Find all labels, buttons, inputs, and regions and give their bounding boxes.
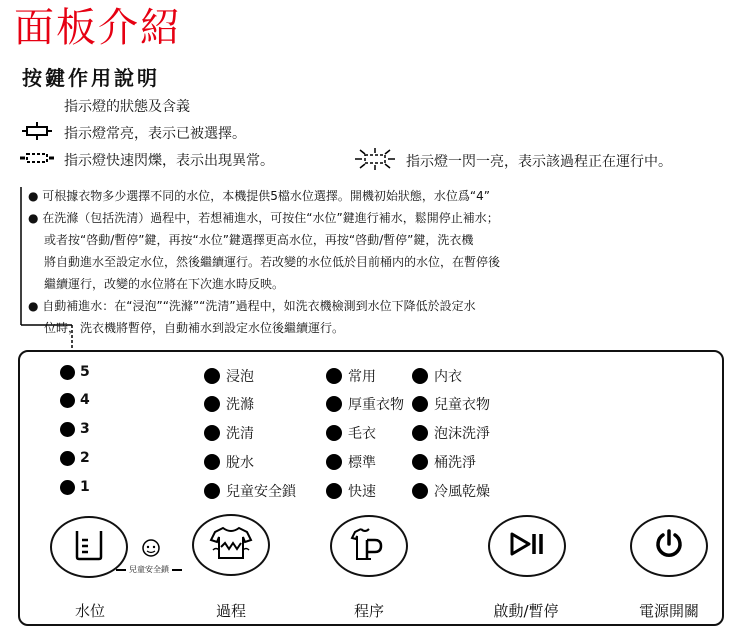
child-lock-label: 兒童安全鎖 — [129, 565, 169, 574]
legend-steady — [18, 122, 246, 145]
indicator-dot — [326, 368, 342, 384]
indicator-dot — [412, 396, 428, 412]
indicator-dot — [326, 396, 342, 412]
indicator-dot — [412, 483, 428, 499]
process-spin: 脫水 — [204, 452, 254, 472]
legend-slow-blink-text: 指示燈一閃一亮，表示該過程正在運行中。 — [406, 153, 672, 170]
program-button[interactable] — [330, 515, 408, 577]
indicator-dot — [204, 425, 220, 441]
water-level-2: 2 — [60, 450, 90, 466]
control-panel — [18, 350, 724, 626]
program-tub-clean: 桶洗淨 — [412, 452, 476, 472]
legend-slow-blink — [352, 147, 672, 176]
child-lock-icon — [140, 538, 162, 562]
process-button[interactable] — [192, 514, 270, 576]
indicator-dot — [326, 454, 342, 470]
indicator-dot — [326, 483, 342, 499]
program-button-label: 程序 — [353, 602, 384, 620]
power-icon — [653, 528, 685, 564]
process-wash: 洗滌 — [204, 394, 254, 414]
program-quick: 快速 — [326, 481, 376, 501]
divider — [172, 569, 182, 571]
page-title: 面板介紹 — [14, 5, 182, 51]
start-pause-button[interactable] — [488, 515, 566, 577]
indicator-dot — [412, 454, 428, 470]
notes-box — [20, 183, 720, 343]
indicator-dot — [326, 425, 342, 441]
note-line: 繼續運行，改變的水位將在下次進水時反映。 — [44, 277, 285, 291]
program-underwear: 内衣 — [412, 366, 462, 386]
process-button-label: 過程 — [215, 602, 246, 620]
water-level-icon — [72, 528, 106, 566]
process-rinse: 洗清 — [204, 423, 254, 443]
note-line: 或者按“啓動/暫停”鍵，再按“水位”鍵選擇更高水位，再按“啓動/暫停”鍵，洗衣機 — [44, 233, 474, 247]
water-level-1: 1 — [60, 479, 90, 495]
fast-blink-icon — [18, 149, 64, 172]
indicator-dot — [204, 368, 220, 384]
indicator-dot — [204, 454, 220, 470]
water-level-5: 5 — [60, 364, 90, 380]
process-soak: 浸泡 — [204, 366, 254, 386]
child-lock-indicator — [116, 564, 182, 575]
indicator-dot — [60, 365, 75, 380]
program-heavy: 厚重衣物 — [326, 394, 404, 414]
section-subtitle: 按鍵作用說明 — [22, 66, 160, 90]
start-pause-button-label: 啟動/暫停 — [493, 602, 559, 620]
process-child-lock: 兒童安全鎖 — [204, 481, 296, 501]
indicator-dot — [60, 393, 75, 408]
slow-blink-icon — [352, 147, 406, 176]
states-heading: 指示燈的狀態及含義 — [64, 99, 190, 115]
note-line: 位時，洗衣機將暫停，自動補水到設定水位後繼續運行。 — [44, 321, 345, 335]
note-line: ● 在洗滌（包括洗清）過程中，若想補進水，可按住“水位”鍵進行補水，鬆開停止補水； — [28, 211, 499, 225]
program-standard: 標準 — [326, 452, 376, 472]
power-button-label: 電源開關 — [638, 602, 699, 620]
note-line: ● 自動補進水：在“浸泡”“洗滌”“洗清”過程中，如洗衣機檢測到水位下降低於設定水 — [28, 299, 476, 313]
power-button[interactable] — [630, 515, 708, 577]
legend-steady-text: 指示燈常亮，表示已被選擇。 — [64, 125, 246, 142]
indicator-dot — [60, 480, 75, 495]
indicator-dot — [412, 368, 428, 384]
indicator-dot — [204, 483, 220, 499]
play-pause-icon — [509, 532, 545, 560]
program-kids: 兒童衣物 — [412, 394, 490, 414]
water-level-4: 4 — [60, 392, 90, 408]
legend-fast-blink — [18, 149, 274, 172]
water-level-3: 3 — [60, 421, 90, 437]
program-normal: 常用 — [326, 366, 376, 386]
steady-light-icon — [18, 122, 64, 145]
program-p-icon — [349, 526, 389, 566]
program-air-dry: 冷風乾燥 — [412, 481, 490, 501]
divider — [116, 569, 126, 571]
indicator-dot — [60, 422, 75, 437]
program-wool: 毛衣 — [326, 423, 376, 443]
legend-fast-blink-text: 指示燈快速閃爍，表示出現異常。 — [64, 152, 274, 169]
note-line: ● 可根據衣物多少選擇不同的水位，本機提供5檔水位選擇。開機初始狀態，水位爲“4” — [28, 189, 490, 203]
program-foam-clean: 泡沫洗淨 — [412, 423, 490, 443]
indicator-dot — [204, 396, 220, 412]
note-line: 將自動進水至設定水位，然後繼續運行。若改變的水位低於目前桶内的水位，在暫停後 — [44, 255, 501, 269]
indicator-dot — [412, 425, 428, 441]
shirt-process-icon — [209, 525, 253, 565]
indicator-dot — [60, 451, 75, 466]
water-level-button-label: 水位 — [74, 602, 105, 620]
